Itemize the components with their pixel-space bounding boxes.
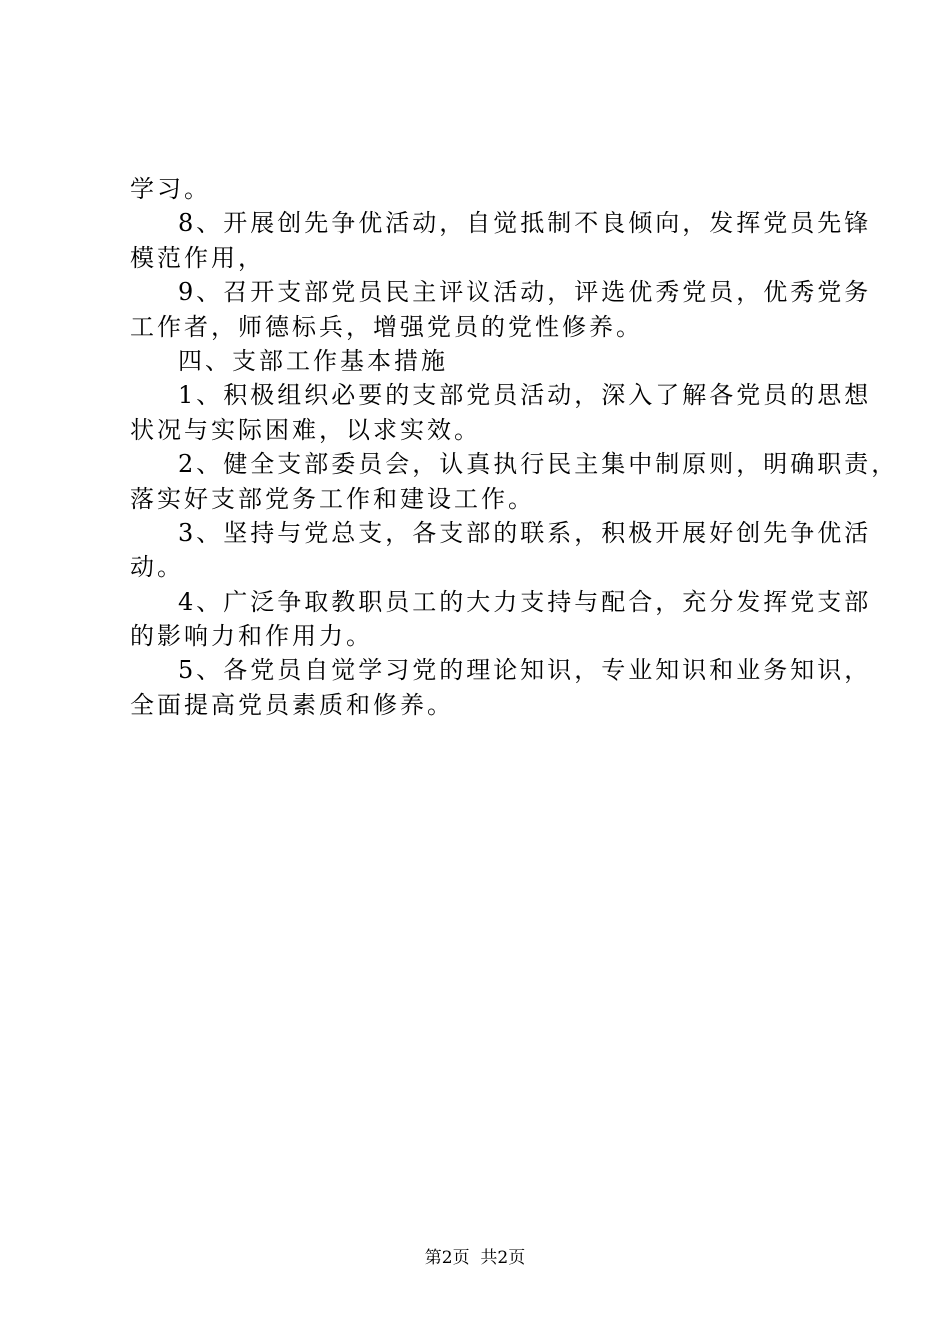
- paragraph-line: 5、各党员自觉学习党的理论知识，专业知识和业务知识，: [178, 656, 872, 685]
- paragraph-line: 落实好支部党务工作和建设工作。: [130, 484, 535, 513]
- document-body: [130, 172, 899, 722]
- paragraph-line: 学习。: [130, 175, 211, 203]
- paragraph-line: 4、广泛争取教职员工的大力支持与配合，充分发挥党支部: [178, 587, 872, 616]
- paragraph-line: 9、召开支部党员民主评议活动，评选优秀党员，优秀党务: [178, 278, 872, 307]
- paragraph-line: 工作者，师德标兵，增强党员的党性修养。: [130, 312, 643, 341]
- paragraph-line: 全面提高党员素质和修养。: [130, 690, 454, 719]
- paragraph-line: 2、健全支部委员会，认真执行民主集中制原则，明确职责，: [178, 450, 899, 479]
- paragraph-line: 1、积极组织必要的支部党员活动，深入了解各党员的思想: [178, 381, 872, 410]
- paragraph-line: 3、坚持与党总支，各支部的联系，积极开展好创先争优活: [178, 518, 872, 547]
- section-heading: 四、支部工作基本措施: [178, 346, 448, 375]
- page-footer: [0, 1243, 950, 1268]
- paragraph-line: 模范作用，: [130, 243, 265, 272]
- paragraph-line: 8、开展创先争优活动，自觉抵制不良倾向，发挥党员先锋: [178, 209, 872, 238]
- paragraph-line: 状况与实际困难，以求实效。: [130, 415, 481, 444]
- paragraph-line: 动。: [130, 553, 184, 582]
- page-number-label: 第2页 共2页: [424, 1248, 526, 1268]
- paragraph-line: 的影响力和作用力。: [130, 622, 373, 651]
